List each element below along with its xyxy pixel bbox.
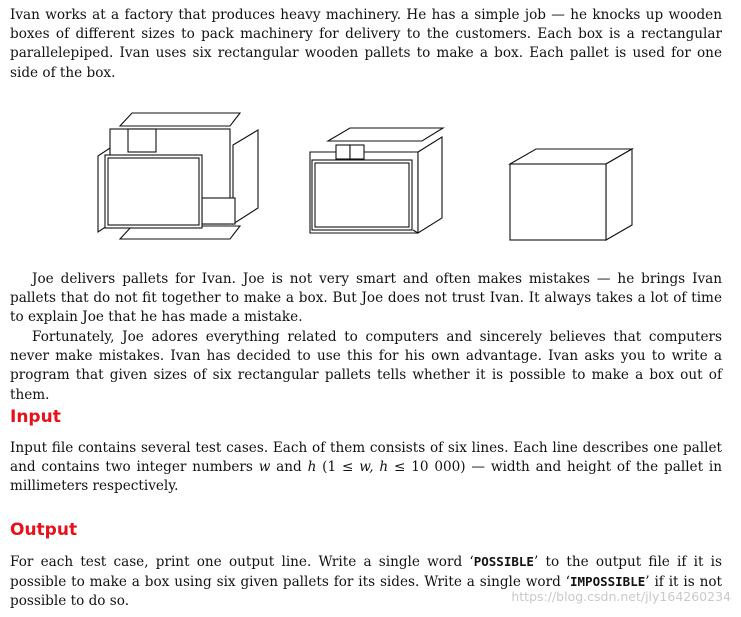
possible-word: POSSIBLE — [473, 554, 534, 569]
input-heading: Input — [10, 407, 61, 427]
input-text-3: ≤ 10 000) — width and height of the pallet in millimeters respectively. — [10, 459, 722, 495]
story-paragraph-1: Joe delivers pallets for Ivan. Joe is not very smart and often makes mistakes — he brings Ivan pallets that do not fit together to make a box. But Joe does not trust Ivan. It always takes a lot of time to explain Joe that he has made a mistake. — [10, 271, 722, 326]
impossible-word: IMPOSSIBLE — [570, 574, 646, 590]
output-text-2: ’ to the output file if it is possible to make a box using six given pallets for its sides. Write a single word ‘ — [10, 554, 722, 591]
input-text-1: Input file contains several test cases. Each of them consists of six lines. Each line describes one pallet and contains two integer numbers — [10, 440, 722, 476]
range-vars: w, h — [359, 459, 389, 476]
partially-assembled-box-diagram — [310, 128, 443, 233]
assembled-box-diagram — [510, 149, 632, 240]
box-assembly-figure — [80, 108, 650, 246]
input-text-2: (1 ≤ — [316, 459, 360, 476]
story-paragraph-2: Fortunately, Joe adores everything related to computers and sincerely believes that computers never make mistakes. Ivan has decided to use this for his own advantage. Ivan asks you to write a program that given sizes of six rectangular pallets tells whether it is possible to make a box out of them. — [10, 329, 722, 403]
var-h: h — [307, 459, 317, 476]
exploded-box-diagram — [98, 113, 258, 239]
output-text-1: For each test case, print one output line. Write a single word ‘ — [10, 554, 474, 570]
input-and: and — [270, 459, 308, 476]
watermark: https://blog.csdn.net/jly164260234 — [511, 589, 731, 604]
intro-paragraph: Ivan works at a factory that produces heavy machinery. He has a simple job — he knocks up wooden boxes of different sizes to pack machinery for delivery to the customers. Each box is a rectangular parallelepiped. Ivan uses six rectangular wooden pallets to make a box. Each pallet is used for one side of the box. — [10, 7, 722, 81]
output-heading: Output — [10, 520, 78, 540]
output-text-3: ’ if it is not possible to do so. — [10, 574, 722, 610]
var-w: w — [258, 459, 271, 476]
input-paragraph — [10, 439, 722, 497]
